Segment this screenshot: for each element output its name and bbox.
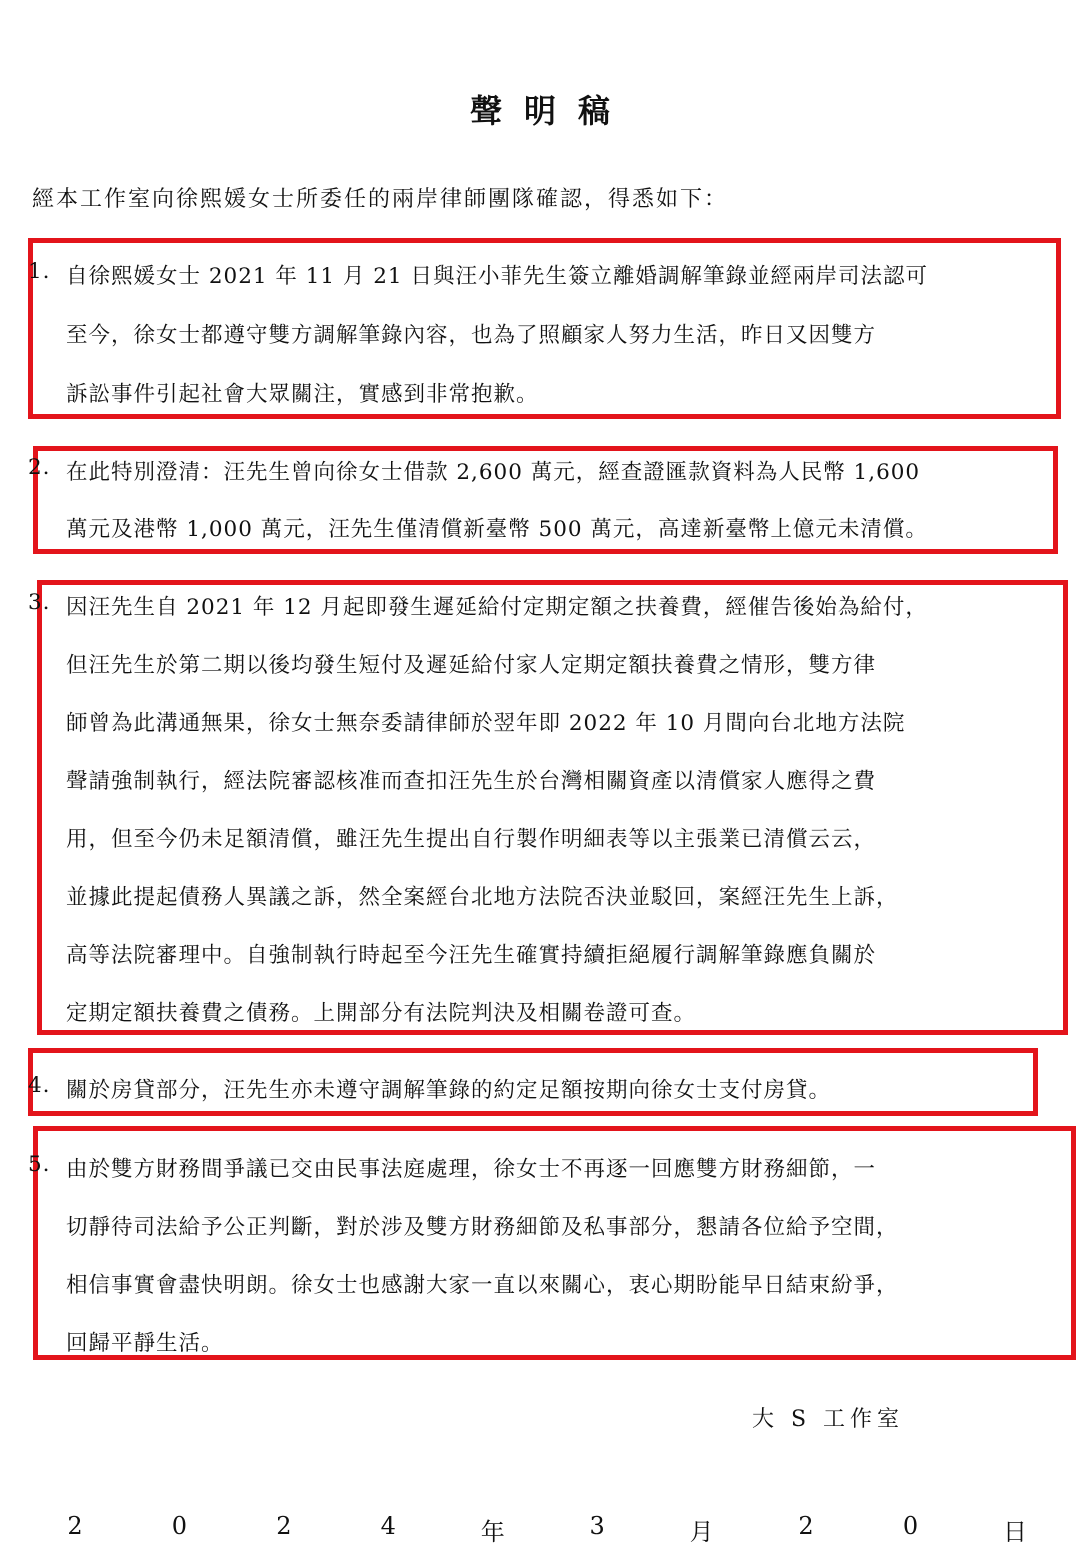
item-line: 相信事實會盡快明朗。徐女士也感謝大家一直以來關心，衷心期盼能早日結束紛爭， — [66, 1273, 899, 1298]
item-number: 1. — [28, 259, 51, 284]
item-line: 聲請強制執行，經法院審認核准而查扣汪先生於台灣相關資產以清償家人應得之費 — [66, 769, 877, 794]
item-line: 高等法院審理中。自強制執行時起至今汪先生確實持續拒絕履行調解筆錄應負關於 — [66, 943, 877, 968]
date-char: 2 — [67, 1512, 83, 1540]
item-line: 關於房貸部分，汪先生亦未遵守調解筆錄的約定足額按期向徐女士支付房貸。 — [66, 1078, 832, 1103]
item-line: 自徐熙媛女士 2021 年 11 月 21 日與汪小菲先生簽立離婚調解筆錄並經兩岸司法認可 — [66, 264, 928, 289]
date-char: 3 — [589, 1512, 605, 1540]
item-number: 4. — [28, 1073, 51, 1098]
item-number: 2. — [28, 455, 51, 480]
item-line: 萬元及港幣 1,000 萬元，汪先生僅清償新臺幣 500 萬元，高達新臺幣上億元未清償。 — [66, 517, 928, 542]
item-line: 用，但至今仍未足額清償，雖汪先生提出自行製作明細表等以主張業已清償云云， — [66, 827, 877, 852]
item-line: 回歸平靜生活。 — [66, 1331, 224, 1356]
item-number: 3. — [28, 590, 51, 615]
item-number: 5. — [28, 1152, 51, 1177]
date-char: 月 — [689, 1518, 714, 1546]
item-line: 定期定額扶養費之債務。上開部分有法院判決及相關卷證可查。 — [66, 1001, 697, 1026]
item-line: 因汪先生自 2021 年 12 月起即發生遲延給付定期定額之扶養費，經催告後始為給付， — [66, 595, 928, 620]
intro-text: 經本工作室向徐熙媛女士所委任的兩岸律師團隊確認，得悉如下： — [32, 187, 729, 212]
item-line: 至今，徐女士都遵守雙方調解筆錄內容，也為了照顧家人努力生活，昨日又因雙方 — [66, 323, 877, 348]
document-title: 聲明稿 — [469, 92, 632, 130]
date-char: 年 — [480, 1518, 505, 1546]
item-line: 但汪先生於第二期以後均發生短付及遲延給付家人定期定額扶養費之情形，雙方律 — [66, 653, 877, 678]
date-char: 2 — [798, 1512, 814, 1540]
item-line: 訴訟事件引起社會大眾關注，實感到非常抱歉。 — [66, 382, 539, 407]
item-line: 在此特別澄清：汪先生曾向徐女士借款 2,600 萬元，經查證匯款資料為人民幣 1,600 — [66, 460, 921, 485]
item-line: 切靜待司法給予公正判斷，對於涉及雙方財務細節及私事部分，懇請各位給予空間， — [66, 1215, 899, 1240]
item-line: 師曾為此溝通無果，徐女士無奈委請律師於翌年即 2022 年 10 月間向台北地方法院 — [66, 711, 906, 736]
date-char: 0 — [171, 1512, 188, 1540]
date-line — [60, 1512, 1030, 1547]
date-char: 日 — [1002, 1518, 1027, 1546]
date-char: 0 — [902, 1512, 919, 1540]
item-line: 並據此提起債務人異議之訴，然全案經台北地方法院否決並駁回，案經汪先生上訴， — [66, 885, 899, 910]
date-char: 2 — [276, 1512, 292, 1540]
signature: 大 S 工作室 — [752, 1407, 905, 1432]
item-line: 由於雙方財務間爭議已交由民事法庭處理，徐女士不再逐一回應雙方財務細節，一 — [66, 1157, 877, 1182]
date-char: 4 — [380, 1512, 396, 1540]
